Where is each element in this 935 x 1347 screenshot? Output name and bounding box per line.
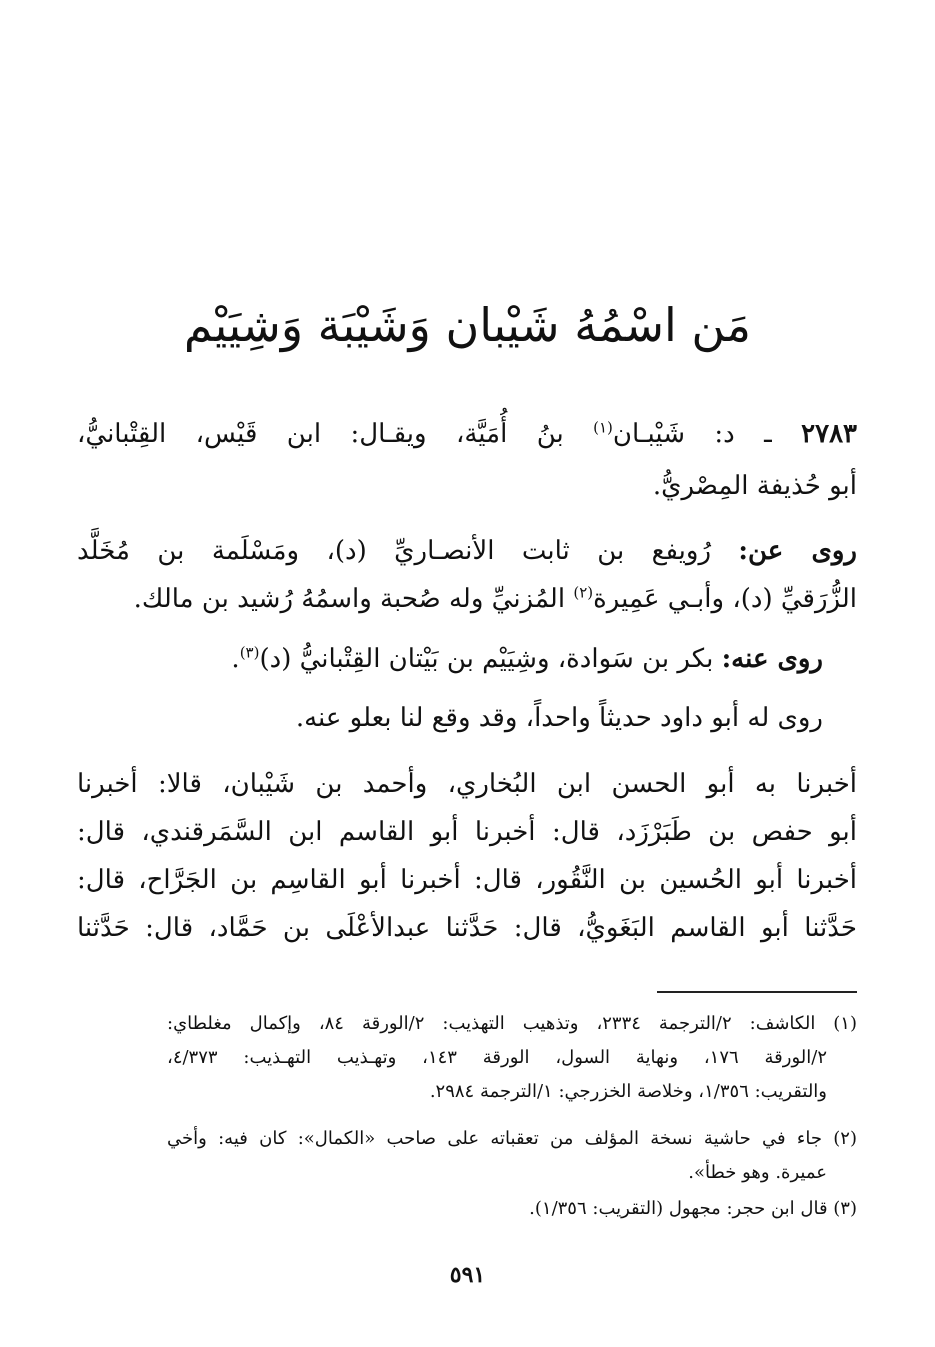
isnad-line-4: حَدَّثنا أبو القاسم البَغَويُّ، قال: حَدَّثنا عبدالأعْلَى بن حَمَّاد، قال: حَدَّثنا [77, 913, 857, 943]
narrated-from-label: روى عن: [738, 536, 857, 566]
narrated-from-text-1: رُويفع بن ثابت الأنصـاريِّ (د)، ومَسْلَمة بن مُخَلَّد [77, 536, 739, 566]
narration-note: روى له أبو داود حديثاً واحداً، وقد وقع لنا بعلو عنه. [295, 703, 823, 733]
footnote-ref-3: (٣) [239, 643, 260, 662]
footnote-3-line-1: (٣) قال ابن حجر: مجهول (التقريب: ١/٣٥٦). [529, 1198, 857, 1219]
narrated-by-line [77, 639, 823, 679]
narrated-by-label: روى عنه: [721, 644, 823, 674]
footnote-2-line-1: (٢) جاء في حاشية نسخة المؤلف من تعقباته على صاحب «الكمال»: كان فيه: وأخي [167, 1128, 857, 1149]
footnote-1-line-2: ٢/الورقة ١٧٦، ونهاية السول، الورقة ١٤٣، وتهـذيب التهـذيب: ٤/٣٧٣، [167, 1047, 827, 1068]
entry-name: ـ د: شَيْبـان [612, 419, 802, 449]
narrated-from-line-1 [77, 531, 857, 571]
footnote-1-line-1: (١) الكاشف: ٢/الترجمة ٢٣٣٤، وتذهيب التهذيب: ٢/الورقة ٨٤، وإكمال مغلطاي: [167, 1013, 857, 1034]
entry-name-rest: بنُ أُمَيَّة، ويقـال: ابن قَيْس، القِتْبانيُّ، [77, 419, 594, 449]
footnote-1-line-3: والتقريب: ١/٣٥٦، وخلاصة الخزرجي: ١/الترجمة ٢٩٨٤. [429, 1081, 827, 1102]
narrated-by-end: . [231, 644, 240, 674]
isnad-line-2: أبو حفص بن طَبَرْزَد، قال: أخبرنا أبو القاسم ابن السَّمَرقندي، قال: [77, 817, 857, 847]
footnote-ref-1: (١) [593, 418, 613, 437]
section-heading: مَن اسْمُهُ شَيْبان وَشَيْبَة وَشِيَيْم [183, 298, 752, 352]
page-number: ٥٩١ [449, 1262, 486, 1288]
entry-line-2: أبو حُذيفة المِصْريُّ. [652, 471, 857, 501]
footnote-ref-2: (٢) [573, 583, 594, 602]
footnote-separator [657, 991, 857, 993]
isnad-line-1: أخبرنا به أبو الحسن ابن البُخاري، وأحمد بن شَيْبان، قالا: أخبرنا [77, 769, 857, 799]
narrated-by-text: بكر بن سَوادة، وشِيَيْم بن بَيْتان القِتْبانيُّ (د) [259, 644, 722, 674]
footnote-2-line-2: عميرة. وهو خطأ». [688, 1162, 827, 1183]
narrated-from-text-2b: المُزنيِّ وله صُحبة واسمُهُ رُشيد بن مالك. [133, 584, 574, 614]
narrated-from-text-2a: الزُّرَقيِّ (د)، وأبـي عَمِيرة [593, 584, 857, 614]
entry-line-1 [77, 414, 857, 454]
entry-number: ٢٧٨٣ [801, 419, 858, 449]
narrated-from-line-2 [77, 579, 857, 619]
isnad-line-3: أخبرنا أبو الحُسين بن النَّقُور، قال: أخبرنا أبو القاسِم بن الجَرَّاح، قال: [77, 865, 857, 895]
